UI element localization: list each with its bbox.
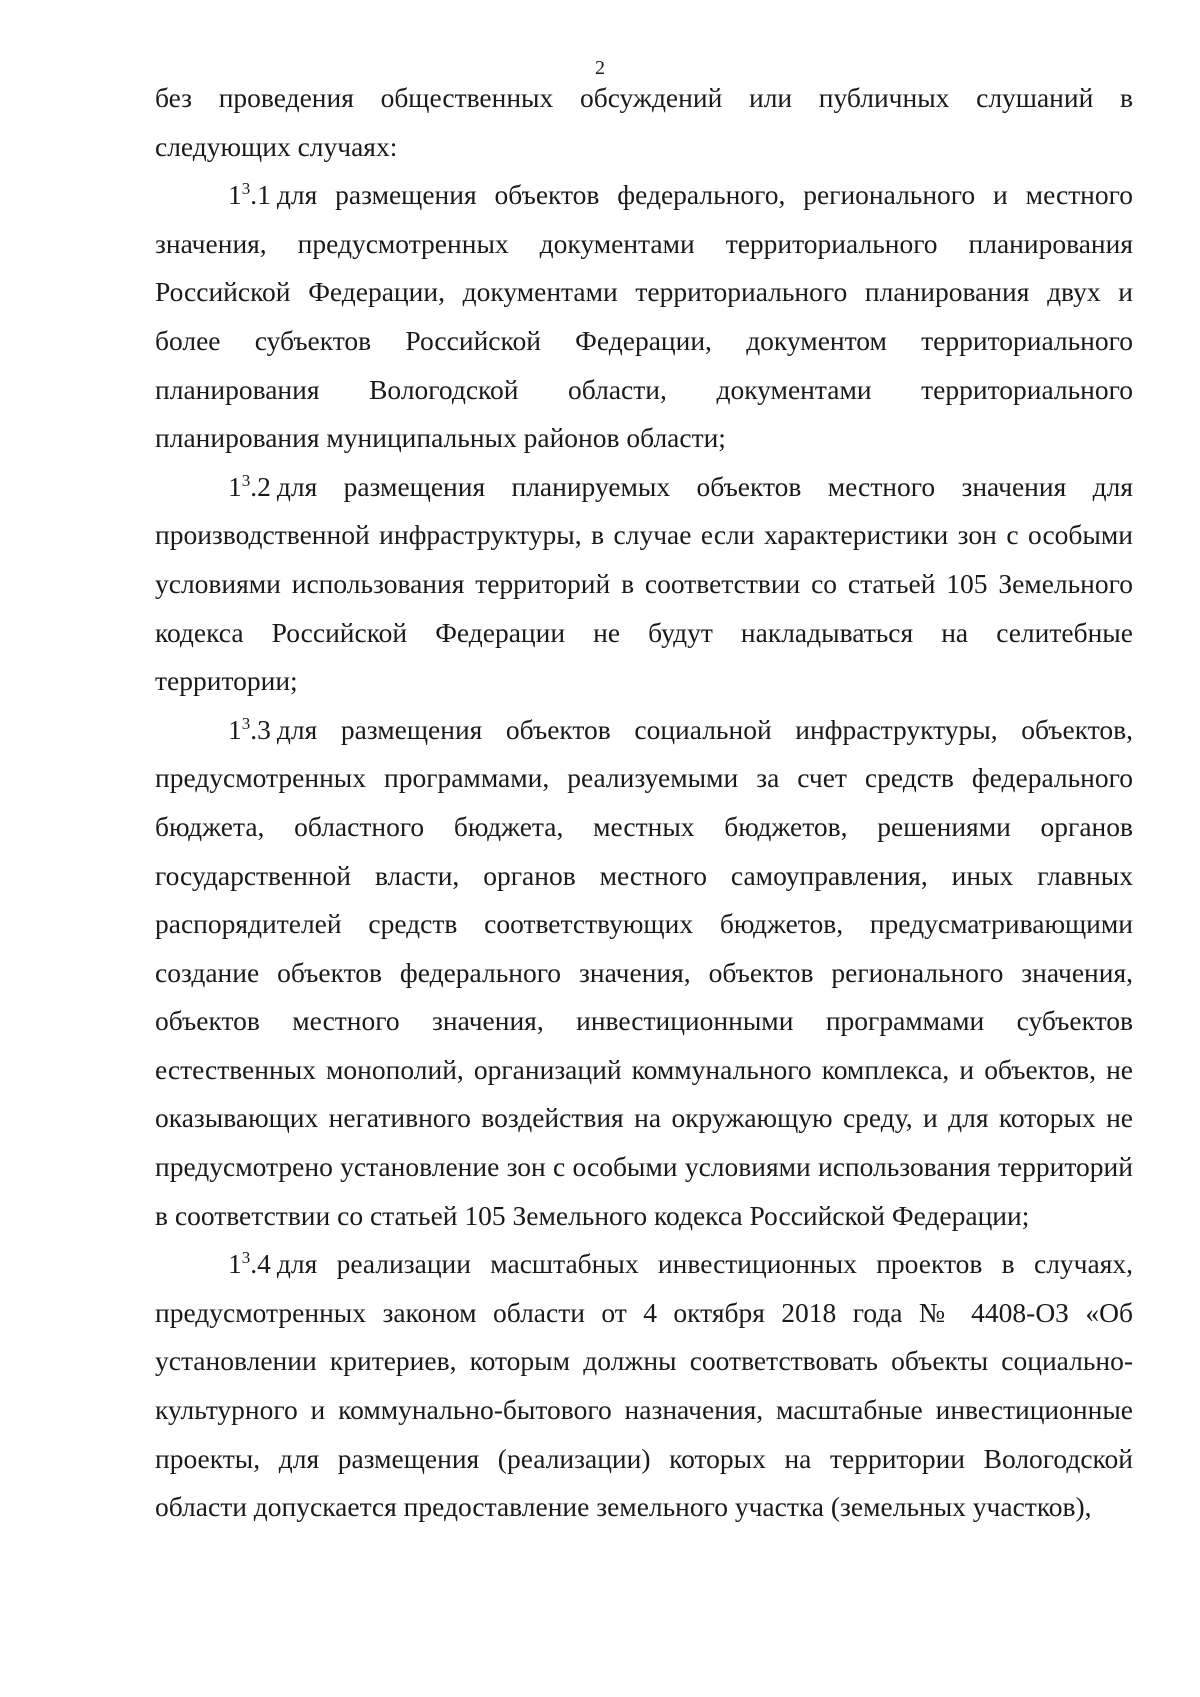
page-number: 2 bbox=[595, 57, 605, 79]
item-text: для реализации масштабных инвестиционных проектов в случаях, предусмотренных законом области от 4 октября 2018 года № 4408-ОЗ «Об установлении критериев, которым должны соответствовать объекты социально-культурного и коммунально-бытового назначения, масштабные инвестиционные проекты, для размещения (реализации) которых на территории Вологодской области допускается предоставление земельного участка (земельных участков), bbox=[155, 1248, 1133, 1523]
list-item-1-3-1 bbox=[155, 171, 1133, 463]
item-text: для размещения планируемых объектов местного значения для производственной инфраструктуры, в случае если характеристики зон с особыми условиями использования территорий в соответствии со статьей 105 Земельного кодекса Российской Федерации не будут накладываться на селитебные территории; bbox=[155, 470, 1133, 697]
item-number: $1^3.3$ bbox=[228, 713, 271, 745]
intro-paragraph: без проведения общественных обсуждений или публичных слушаний в следующих случаях: bbox=[155, 82, 1133, 162]
item-number: $1^3.2$ bbox=[228, 470, 271, 502]
list-item-1-3-2 bbox=[155, 463, 1133, 706]
item-text: для размещения объектов социальной инфраструктуры, объектов, предусмотренных программами, реализуемыми за счет средств федерального бюджета, областного бюджета, местных бюджетов, решениями органов государственной власти, органов местного самоуправления, иных главных распорядителей средств соответствующих бюджетов, предусматривающими создание объектов федерального значения, объектов регионального значения, объектов местного значения, инвестиционными программами субъектов естественных монополий, организаций коммунального комплекса, и объектов, не оказывающих негативного воздействия на окружающую среду, и для которых не предусмотрено установление зон с особыми условиями использования территорий в соответствии со статьей 105 Земельного кодекса Российской Федерации; bbox=[155, 713, 1133, 1231]
item-number: $1^3.1$ bbox=[228, 179, 271, 211]
list-item-1-3-3 bbox=[155, 706, 1133, 1241]
item-number: $1^3.4$ bbox=[228, 1248, 271, 1280]
item-text: для размещения объектов федерального, регионального и местного значения, предусмотренных документами территориального планирования Российской Федерации, документами территориального планирования двух и более субъектов Российской Федерации, документом территориального планирования Вологодской области, документами территориального планирования муниципальных районов области; bbox=[155, 179, 1133, 454]
list-item-1-3-4 bbox=[155, 1240, 1133, 1532]
document-body bbox=[155, 74, 1133, 1532]
